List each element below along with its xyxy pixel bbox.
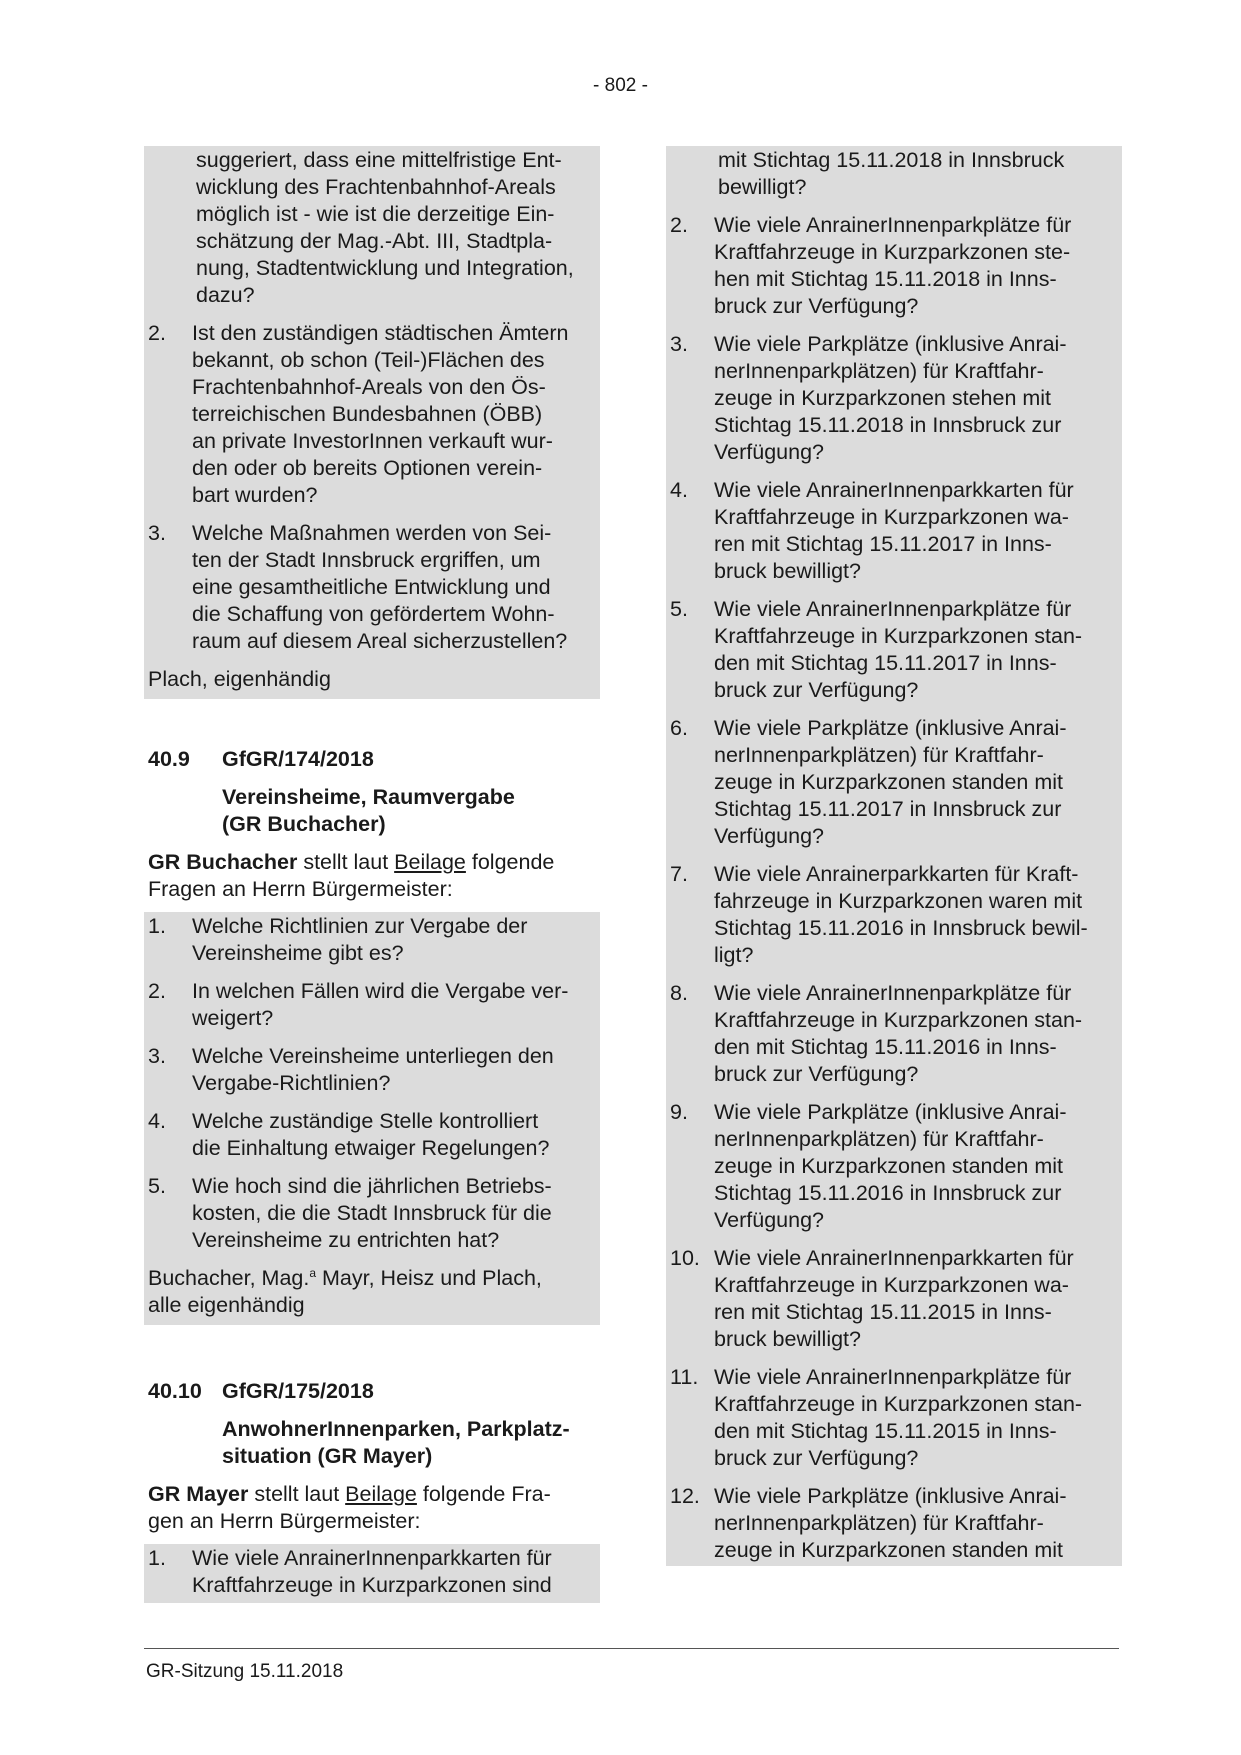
text-line: die Einhaltung etwaiger Regelungen? <box>192 1136 550 1160</box>
page-number: - 802 - <box>593 75 648 96</box>
text-line: nerInnenparkplätzen) für Kraftfahr- <box>714 1127 1044 1151</box>
text-line: Welche Maßnahmen werden von Sei- <box>192 521 552 545</box>
beilage-link[interactable]: Beilage <box>345 1482 417 1506</box>
text-line: Wie viele AnrainerInnenparkkarten für <box>714 1246 1074 1270</box>
question-block-right <box>666 146 1122 1566</box>
question-item <box>670 477 1118 585</box>
section-subject <box>148 784 596 838</box>
question-continuation <box>148 147 596 309</box>
text-line: Kraftfahrzeuge in Kurzparkzonen stan- <box>714 624 1083 648</box>
text-line: Verfügung? <box>714 824 824 848</box>
question-text <box>714 212 1118 320</box>
text-line: Wie hoch sind die jährlichen Betriebs- <box>192 1174 552 1198</box>
text-line: zeuge in Kurzparkzonen stehen mit <box>714 386 1052 410</box>
section-number: 40.9 <box>148 747 190 771</box>
text-line: ligt? <box>714 943 754 967</box>
text-line: Kraftfahrzeuge in Kurzparkzonen wa- <box>714 1273 1069 1297</box>
text-line: bekannt, ob schon (Teil-)Flächen des <box>192 348 545 372</box>
question-number: 5. <box>670 597 688 621</box>
question-number: 5. <box>148 1174 166 1198</box>
footer-rule <box>144 1648 1119 1649</box>
text-line: hen mit Stichtag 15.11.2018 in Inns- <box>714 267 1057 291</box>
question-item <box>670 1245 1118 1353</box>
question-text <box>714 715 1118 850</box>
question-number: 11. <box>670 1365 699 1389</box>
question-text <box>714 1483 1118 1564</box>
section-number: 40.10 <box>148 1379 202 1403</box>
text-line: Verfügung? <box>714 440 824 464</box>
question-number: 1. <box>148 1546 166 1570</box>
text-line: Wie viele AnrainerInnenparkplätze für <box>714 597 1072 621</box>
question-text <box>714 596 1118 704</box>
text-line: ren mit Stichtag 15.11.2017 in Inns- <box>714 532 1052 556</box>
question-number: 9. <box>670 1100 688 1124</box>
question-block-40-9 <box>144 912 600 1325</box>
question-list <box>670 212 1118 1564</box>
question-text <box>714 980 1118 1088</box>
section-40-9-header <box>148 746 596 903</box>
question-number: 3. <box>670 332 688 356</box>
question-text <box>192 1043 596 1097</box>
intro-text: stellt laut <box>248 1482 346 1506</box>
section-intro <box>148 1481 596 1535</box>
text-line: Welche Vereinsheime unterliegen den <box>192 1044 554 1068</box>
text-line: Wie viele Parkplätze (inklusive Anrai- <box>714 1100 1067 1124</box>
question-number: 4. <box>670 478 688 502</box>
text-line: an private InvestorInnen verkauft wur- <box>192 429 553 453</box>
question-item <box>148 1173 596 1254</box>
text-line: Stichtag 15.11.2017 in Innsbruck zur <box>714 797 1062 821</box>
text-line: Stichtag 15.11.2016 in Innsbruck zur <box>714 1181 1062 1205</box>
text-line: fahrzeuge in Kurzparkzonen waren mit <box>714 889 1083 913</box>
text-line: Welche Richtlinien zur Vergabe der <box>192 914 528 938</box>
text-line: Wie viele AnrainerInnenparkplätze für <box>714 1365 1072 1389</box>
text-line: Vereinsheime gibt es? <box>192 941 404 965</box>
text-line: nerInnenparkplätzen) für Kraftfahr- <box>714 743 1044 767</box>
text-line: schätzung der Mag.-Abt. III, Stadtpla- <box>196 229 553 253</box>
question-text <box>192 978 596 1032</box>
text-line: situation (GR Mayer) <box>222 1444 433 1468</box>
superscript: a <box>309 1265 317 1280</box>
intro-author: GR Mayer <box>148 1482 249 1506</box>
question-item <box>148 1108 596 1162</box>
text-line: zeuge in Kurzparkzonen standen mit <box>714 1154 1063 1178</box>
text-line: bart wurden? <box>192 483 318 507</box>
question-continuation <box>670 147 1118 201</box>
text-line: bruck bewilligt? <box>714 559 861 583</box>
text-line: Welche zuständige Stelle kontrolliert <box>192 1109 539 1133</box>
text-line: Wie viele Parkplätze (inklusive Anrai- <box>714 1484 1067 1508</box>
text-line: ten der Stadt Innsbruck ergriffen, um <box>192 548 541 572</box>
text-line: mit Stichtag 15.11.2018 in Innsbruck <box>718 148 1065 172</box>
text-line: nerInnenparkplätzen) für Kraftfahr- <box>714 359 1044 383</box>
text-line: AnwohnerInnenparken, Parkplatz- <box>222 1417 570 1441</box>
text-line: Wie viele Anrainerparkkarten für Kraft- <box>714 862 1079 886</box>
question-text <box>714 477 1118 585</box>
text-line: suggeriert, dass eine mittelfristige Ent- <box>196 148 562 172</box>
text-line: den oder ob bereits Optionen verein- <box>192 456 543 480</box>
text-line: Vereinsheime, Raumvergabe <box>222 785 515 809</box>
beilage-link[interactable]: Beilage <box>394 850 466 874</box>
text-span: Mayr, Heisz und Plach, <box>316 1266 542 1290</box>
question-number: 3. <box>148 1044 166 1068</box>
question-item <box>670 331 1118 466</box>
signature-line: Plach, eigenhändig <box>148 667 331 691</box>
question-text <box>714 1364 1118 1472</box>
text-line: bruck zur Verfügung? <box>714 294 919 318</box>
question-item <box>148 1043 596 1097</box>
text-line: den mit Stichtag 15.11.2016 in Inns- <box>714 1035 1057 1059</box>
question-text <box>192 1545 596 1599</box>
section-code: GfGR/174/2018 <box>222 747 374 771</box>
question-block-40-10 <box>144 1544 600 1603</box>
intro-text: folgende Fra- <box>416 1482 551 1506</box>
question-item <box>670 596 1118 704</box>
question-item <box>148 1545 596 1599</box>
intro-text: stellt laut <box>297 850 395 874</box>
text-line: In welchen Fällen wird die Vergabe ver- <box>192 979 569 1003</box>
question-text <box>714 1245 1118 1353</box>
text-line: nerInnenparkplätzen) für Kraftfahr- <box>714 1511 1044 1535</box>
text-line: Wie viele Parkplätze (inklusive Anrai- <box>714 332 1067 356</box>
text-line: Wie viele AnrainerInnenparkkarten für <box>714 478 1074 502</box>
question-item <box>148 913 596 967</box>
question-item <box>670 980 1118 1088</box>
text-line: terreichischen Bundesbahnen (ÖBB) <box>192 402 543 426</box>
question-number: 10. <box>670 1246 700 1270</box>
question-text <box>192 320 596 509</box>
question-number: 6. <box>670 716 688 740</box>
text-line: (GR Buchacher) <box>222 812 386 836</box>
question-text <box>714 861 1118 969</box>
text-line: zeuge in Kurzparkzonen standen mit <box>714 770 1063 794</box>
text-line: ren mit Stichtag 15.11.2015 in Inns- <box>714 1300 1052 1324</box>
text-line: bruck zur Verfügung? <box>714 1446 919 1470</box>
text-line: Frachtenbahnhof-Areals von den Ös- <box>192 375 546 399</box>
text-line: Stichtag 15.11.2018 in Innsbruck zur <box>714 413 1062 437</box>
question-text <box>192 1108 596 1162</box>
text-line: bruck bewilligt? <box>714 1327 861 1351</box>
text-line: die Schaffung von gefördertem Wohn- <box>192 602 555 626</box>
text-line: Wie viele AnrainerInnenparkkarten für <box>192 1546 552 1570</box>
intro-author: GR Buchacher <box>148 850 298 874</box>
text-line: möglich ist - wie ist die derzeitige Ein- <box>196 202 555 226</box>
question-number: 3. <box>148 521 166 545</box>
footer-text: GR-Sitzung 15.11.2018 <box>146 1661 344 1682</box>
question-text <box>192 913 596 967</box>
question-item <box>670 212 1118 320</box>
section-heading <box>148 746 596 773</box>
text-line: bruck zur Verfügung? <box>714 1062 919 1086</box>
question-item <box>148 520 596 655</box>
text-line: Wie viele AnrainerInnenparkplätze für <box>714 981 1072 1005</box>
section-40-10-header <box>148 1378 596 1535</box>
text-line: zeuge in Kurzparkzonen standen mit <box>714 1538 1063 1562</box>
text-line: Kraftfahrzeuge in Kurzparkzonen stan- <box>714 1392 1083 1416</box>
text-line: gen an Herrn Bürgermeister: <box>148 1509 421 1533</box>
text-line: Vereinsheime zu entrichten hat? <box>192 1228 500 1252</box>
text-line: kosten, die die Stadt Innsbruck für die <box>192 1201 552 1225</box>
text-line: Wie viele AnrainerInnenparkplätze für <box>714 213 1072 237</box>
text-line: wicklung des Frachtenbahnhof-Areals <box>196 175 556 199</box>
question-number: 2. <box>148 321 166 345</box>
question-text <box>714 331 1118 466</box>
question-number: 4. <box>148 1109 166 1133</box>
text-line: Vergabe-Richtlinien? <box>192 1071 391 1095</box>
question-number: 1. <box>148 914 166 938</box>
question-item <box>670 1364 1118 1472</box>
question-item <box>670 715 1118 850</box>
text-line: Kraftfahrzeuge in Kurzparkzonen wa- <box>714 505 1069 529</box>
section-heading <box>148 1378 596 1405</box>
question-number: 12. <box>670 1484 700 1508</box>
section-code: GfGR/175/2018 <box>222 1379 374 1403</box>
text-line: Stichtag 15.11.2016 in Innsbruck bewil- <box>714 916 1088 940</box>
text-line: eine gesamtheitliche Entwicklung und <box>192 575 551 599</box>
section-intro <box>148 849 596 903</box>
signature-line <box>148 1265 596 1319</box>
text-span: Buchacher, Mag. <box>148 1266 310 1290</box>
text-line: Fragen an Herrn Bürgermeister: <box>148 877 453 901</box>
text-line: dazu? <box>196 283 255 307</box>
text-line: bruck zur Verfügung? <box>714 678 919 702</box>
text-line: Kraftfahrzeuge in Kurzparkzonen sind <box>192 1573 552 1597</box>
question-item <box>670 861 1118 969</box>
text-line: nung, Stadtentwicklung und Integration, <box>196 256 574 280</box>
text-line: Wie viele Parkplätze (inklusive Anrai- <box>714 716 1067 740</box>
question-text <box>714 1099 1118 1234</box>
question-number: 8. <box>670 981 688 1005</box>
intro-text: folgende <box>465 850 555 874</box>
question-block-continued <box>144 146 600 699</box>
text-line: alle eigenhändig <box>148 1293 305 1317</box>
question-item <box>670 1099 1118 1234</box>
text-line: bewilligt? <box>718 175 807 199</box>
question-item <box>670 1483 1118 1564</box>
question-text <box>192 520 596 655</box>
text-line: Kraftfahrzeuge in Kurzparkzonen stan- <box>714 1008 1083 1032</box>
question-text <box>192 1173 596 1254</box>
text-line: weigert? <box>192 1006 274 1030</box>
question-item <box>148 320 596 509</box>
text-line: Kraftfahrzeuge in Kurzparkzonen ste- <box>714 240 1071 264</box>
question-number: 2. <box>148 979 166 1003</box>
text-line: raum auf diesem Areal sicherzustellen? <box>192 629 568 653</box>
question-number: 7. <box>670 862 688 886</box>
text-line: den mit Stichtag 15.11.2015 in Inns- <box>714 1419 1057 1443</box>
text-line: Verfügung? <box>714 1208 824 1232</box>
text-line: Ist den zuständigen städtischen Ämtern <box>192 321 569 345</box>
text-line: den mit Stichtag 15.11.2017 in Inns- <box>714 651 1057 675</box>
section-subject <box>148 1416 596 1470</box>
question-number: 2. <box>670 213 688 237</box>
question-item <box>148 978 596 1032</box>
